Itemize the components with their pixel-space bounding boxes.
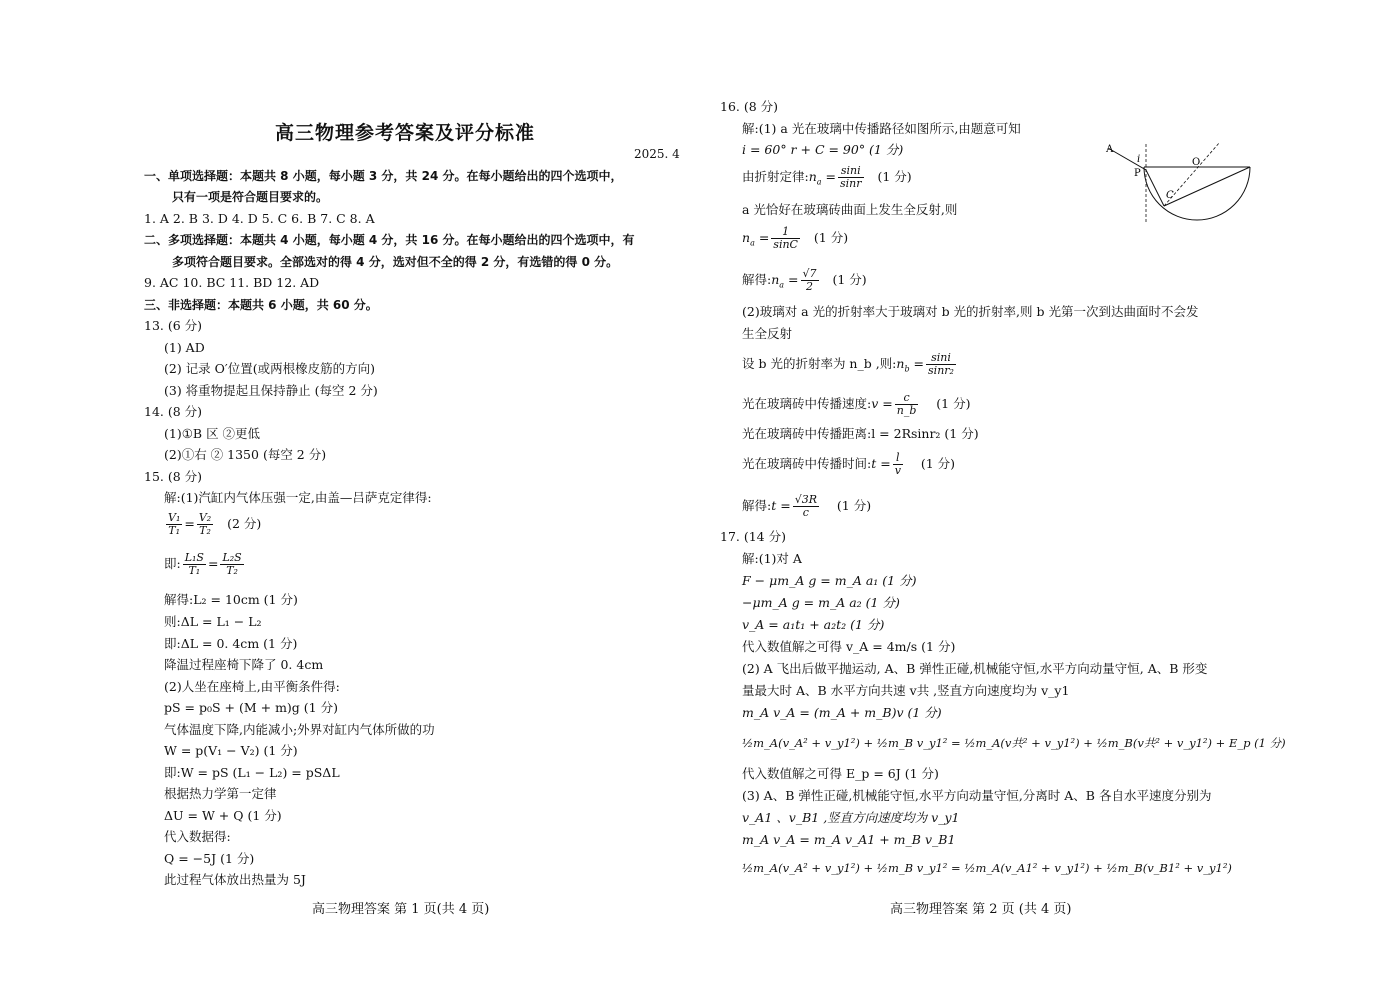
q16-line: a 光恰好在玻璃砖曲面上发生全反射,则	[742, 202, 958, 217]
q17-line: 代入数值解之可得 v_A = 4m/s (1 分)	[742, 639, 956, 654]
label-c: C	[1166, 190, 1174, 201]
q14-heading: 14. (8 分)	[144, 404, 203, 419]
q15-line: Q = −5J (1 分)	[164, 851, 255, 866]
q15-line: 气体温度下降,内能减小;外界对缸内气体所做的功	[164, 722, 435, 737]
q15-line1: 解:(1)汽缸内气体压强一定,由盖—吕萨克定律得:	[164, 490, 432, 505]
q15-equation-2: 即: $\frac{\text{L₁S}}{\text{T₁}}$ = $\frac{\text{L₂S}}{\text{T₂}}$	[164, 551, 242, 577]
exam-date: 2025. 4	[634, 147, 680, 161]
q14-part1: (1)①B 区 ②更低	[164, 426, 261, 441]
section-1-heading-cont: 只有一项是符合题目要求的。	[172, 190, 329, 204]
q13-heading: 13. (6 分)	[144, 318, 203, 333]
q15-heading: 15. (8 分)	[144, 469, 203, 484]
q16-equation-critical: $n_a$ = $\frac{1}{\sin C}$ (1 分)	[742, 225, 849, 251]
q16-equation-answer: 解得:t = $\frac{√3R}{c}$ (1 分)	[742, 493, 872, 519]
glass-curved-edge	[1144, 167, 1250, 220]
q13-part3: (3) 将重物提起且保持静止 (每空 2 分)	[164, 383, 378, 398]
q15-line: 降温过程座椅下降了 0. 4cm	[164, 657, 324, 672]
fraction: $\frac{\sin i}{\sin r}$	[840, 164, 862, 190]
page-title: 高三物理参考答案及评分标准	[275, 122, 536, 144]
fraction: $\frac{√3R}{c}$	[794, 493, 817, 519]
label-o: O	[1192, 157, 1201, 168]
q15-line: ΔU = W + Q (1 分)	[164, 808, 282, 823]
q17-line: 量最大时 A、B 水平方向共速 v共 ,竖直方向速度均为 v_y1	[742, 683, 1070, 698]
q17-line: 解:(1)对 A	[742, 551, 802, 566]
multi-choice-answers: 9. AC 10. BC 11. BD 12. AD	[144, 275, 320, 290]
q16-equation-time: 光在玻璃砖中传播时间:t = $\frac{l}{v}$ (1 分)	[742, 451, 956, 477]
incident-ray	[1108, 148, 1146, 170]
q15-line: 则:ΔL = L₁ − L₂	[164, 614, 262, 629]
fraction: $\frac{c}{n\_b}$	[896, 391, 917, 417]
q16-equation-speed: 光在玻璃砖中传播速度:v = $\frac{c}{n\_b}$ (1 分)	[742, 391, 971, 417]
q17-heading: 17. (14 分)	[720, 529, 786, 544]
q14-part2: (2)①右 ② 1350 (每空 2 分)	[164, 447, 327, 462]
q15-line: pS = p₀S + (M + m)g (1 分)	[164, 700, 338, 715]
q16-heading: 16. (8 分)	[720, 99, 779, 114]
single-choice-answers: 1. A 2. B 3. D 4. D 5. C 6. B 7. C 8. A	[144, 211, 375, 226]
section-2-heading: 二、多项选择题：本题共 4 小题，每小题 4 分，共 16 分。在每小题给出的四个选项中，有	[144, 233, 635, 247]
q15-line: 根据热力学第一定律	[164, 786, 277, 801]
q17-line: 代入数值解之可得 E_p = 6J (1 分)	[742, 766, 939, 781]
q17-line: (3) A、B 弹性正碰,机械能守恒,水平方向动量守恒,分离时 A、B 各自水平速度分别为	[742, 788, 1212, 803]
section-1-heading: 一、单项选择题：本题共 8 小题，每小题 3 分，共 24 分。在每小题给出的四个选项中，	[144, 169, 623, 183]
section-2-heading-cont: 多项符合题目要求。全部选对的得 4 分，选对但不全的得 2 分，有选错的得 0 分。	[172, 255, 619, 269]
q13-part1: (1) AD	[164, 340, 205, 355]
q16-line: i = 60° r + C = 90° (1 分)	[742, 142, 904, 157]
q17-line: −μm_A g = m_A a₂ (1 分)	[742, 595, 900, 610]
q15-line: 即:W = pS (L₁ − L₂) = pSΔL	[164, 765, 340, 780]
fraction: $\frac{\text{V₂}}{\text{T₂}}$	[198, 511, 212, 537]
q16-line: 光在玻璃砖中传播距离:l = 2Rsinr₂ (1 分)	[742, 426, 979, 441]
q16-equation-result: 解得$:n_a$ = $\frac{√7}{2}$ (1 分)	[742, 267, 867, 293]
fraction: $\frac{\text{V₁}}{\text{T₁}}$	[168, 511, 181, 537]
q15-line: (2)人坐在座椅上,由平衡条件得:	[164, 679, 340, 694]
section-3-heading: 三、非选择题：本题共 6 小题，共 60 分。	[144, 298, 378, 312]
q16-equation-refraction: 由折射定律$:n_a$ = $\frac{\sin i}{\sin r}$ (1 分)	[742, 164, 912, 190]
q17-energy-equation-2: ½m_A(v_A² + v_y1²) + ½m_B v_y1² = ½m_A(v_A1² + v_y1²) + ½m_B(v_B1² + v_y1²)	[742, 861, 1232, 875]
q16-line: (2)玻璃对 a 光的折射率大于玻璃对 b 光的折射率,则 b 光第一次到达曲面时不会发	[742, 304, 1199, 319]
q13-part2: (2) 记录 O′位置(或两根橡皮筋的方向)	[164, 361, 375, 376]
fraction: $\frac{\text{L₂S}}{\text{T₂}}$	[222, 551, 242, 577]
fraction: $\frac{\sin i}{\text{sinr₂}}$	[928, 351, 954, 377]
q16-line: 生全反射	[742, 326, 793, 341]
q15-line: 此过程气体放出热量为 5J	[164, 872, 306, 887]
label-i: i	[1137, 154, 1141, 165]
q16-equation-nb: 设 b 光的折射率为 n_b ,则$:n_b$ = $\frac{\sin i}{\text{sinr₂}}$	[742, 351, 954, 377]
page-footer: 高三物理答案 第 2 页 (共 4 页)	[890, 902, 1072, 917]
q17-energy-equation: ½m_A(v_A² + v_y1²) + ½m_B v_y1² = ½m_A(v共² + v_y1²) + ½m_B(v共² + v_y1²) + E_p (1 分)	[742, 736, 1286, 750]
q17-line: F − μm_A g = m_A a₁ (1 分)	[742, 573, 917, 588]
q17-line: v_A = a₁t₁ + a₂t₂ (1 分)	[742, 617, 885, 632]
fraction: $\frac{\text{L₁S}}{\text{T₁}}$	[184, 551, 204, 577]
q17-line: (2) A 飞出后做平抛运动, A、B 弹性正碰,机械能守恒,水平方向动量守恒, A、B 形变	[742, 661, 1208, 676]
fraction: $\frac{√7}{2}$	[802, 267, 817, 293]
q16-line: 解:(1) a 光在玻璃中传播路径如图所示,由题意可知	[742, 121, 1021, 136]
fraction: $\frac{1}{\sin C}$	[773, 225, 798, 251]
q17-line: v_A1 、v_B1 ,竖直方向速度均为 v_y1	[742, 810, 960, 825]
label-p: P	[1134, 168, 1141, 179]
reflected-ray	[1164, 167, 1250, 206]
q15-equation-1: $\frac{\text{V₁}}{\text{T₁}}$ = $\frac{\text{V₂}}{\text{T₂}}$ (2 分)	[168, 511, 262, 537]
q17-line: m_A v_A = (m_A + m_B)v (1 分)	[742, 705, 942, 720]
q17-line: m_A v_A = m_A v_A1 + m_B v_B1	[742, 832, 956, 847]
label-a: A	[1106, 144, 1114, 155]
fraction: $\frac{l}{v}$	[894, 451, 901, 477]
refraction-diagram	[1104, 140, 1260, 226]
page-footer: 高三物理答案 第 1 页(共 4 页)	[312, 902, 490, 917]
q15-line: 解得:L₂ = 10cm (1 分)	[164, 592, 298, 607]
q15-line: 即:ΔL = 0. 4cm (1 分)	[164, 636, 298, 651]
q15-line: 代入数据得:	[164, 829, 231, 844]
q15-line: W = p(V₁ − V₂) (1 分)	[164, 743, 298, 758]
